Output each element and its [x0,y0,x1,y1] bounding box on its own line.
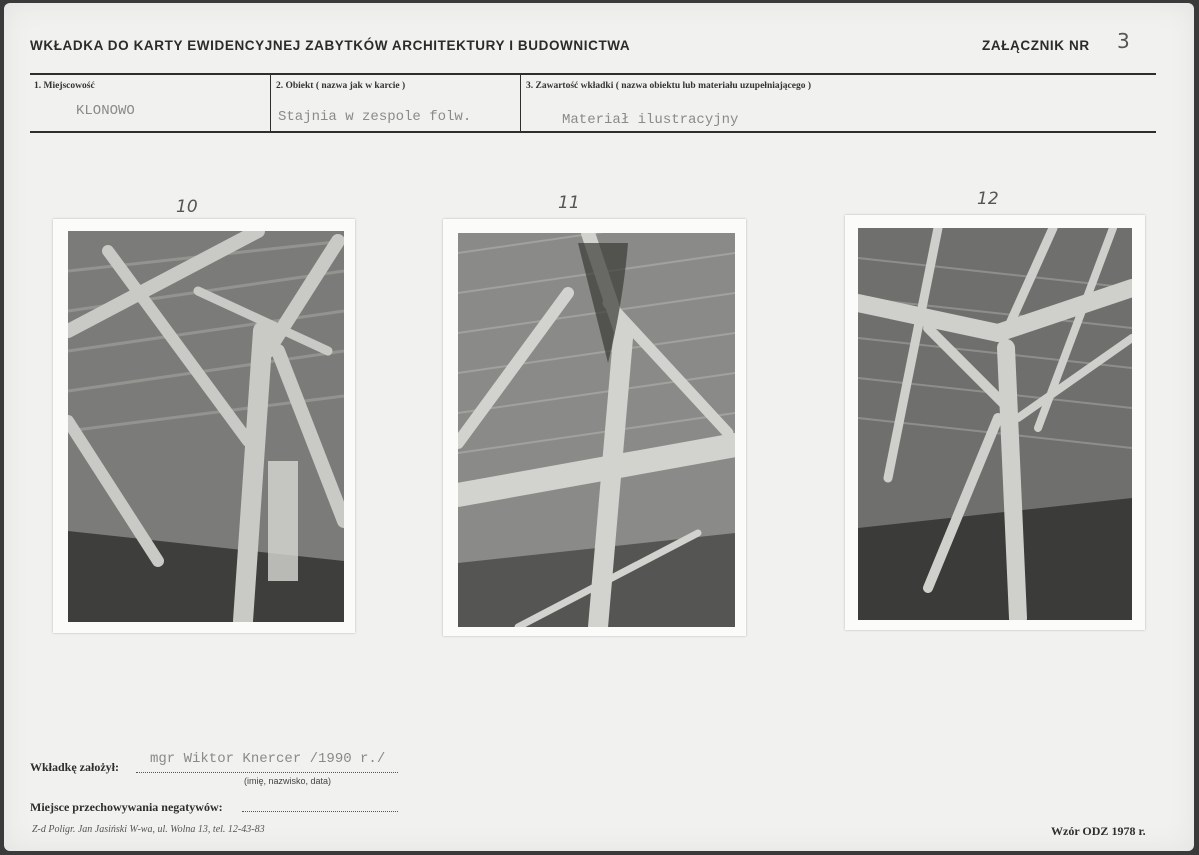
photo-number-12: 12 [977,189,999,209]
roof-truss-illustration-10 [68,231,344,622]
document-sheet [4,3,1194,851]
photo-roof-truss-10 [68,231,344,622]
photo-card-12 [845,215,1145,630]
author-dotted-line [136,772,398,773]
roof-truss-illustration-12 [858,228,1132,620]
content-value: Materiał ilustracyjny [562,112,739,128]
author-value: mgr Wiktor Knercer /1990 r./ [150,751,386,767]
document-title: WKŁADKA DO KARTY EWIDENCYJNEJ ZABYTKÓW ARCHITEKTURY I BUDOWNICTWA [30,38,631,53]
table-divider-2 [520,74,521,132]
photo-card-11 [443,219,746,636]
photo-card-10 [53,219,355,633]
form-reference: Wzór ODZ 1978 r. [1051,824,1146,838]
table-top-rule [30,73,1156,75]
table-divider-1 [270,74,271,132]
printer-imprint: Z-d Poligr. Jan Jasiński W-wa, ul. Wolna 13, tel. 12-43-83 [32,824,265,835]
attachment-number: 3 [1117,29,1130,53]
photo-number-10: 10 [176,197,198,217]
photo-number-11: 11 [558,193,580,213]
roof-truss-illustration-11 [458,233,735,627]
object-value: Stajnia w zespole folw. [278,109,472,125]
locality-value: KLONOWO [76,103,135,119]
author-label: Wkładkę założył: [30,760,119,774]
negatives-label: Miejsce przechowywania negatywów: [30,800,223,814]
photo-roof-truss-12 [858,228,1132,620]
object-label: 2. Obiekt ( nazwa jak w karcie ) [276,81,406,91]
author-hint: (imię, nazwisko, data) [244,776,332,786]
negatives-dotted-line [242,811,398,812]
attachment-label: ZAŁĄCZNIK NR [982,38,1090,53]
locality-label: 1. Miejscowość [34,81,95,91]
content-label: 3. Zawartość wkładki ( nazwa obiektu lub materiału uzupełniającego ) [526,81,812,91]
table-bottom-rule [30,131,1156,133]
photo-roof-truss-11 [458,233,735,627]
